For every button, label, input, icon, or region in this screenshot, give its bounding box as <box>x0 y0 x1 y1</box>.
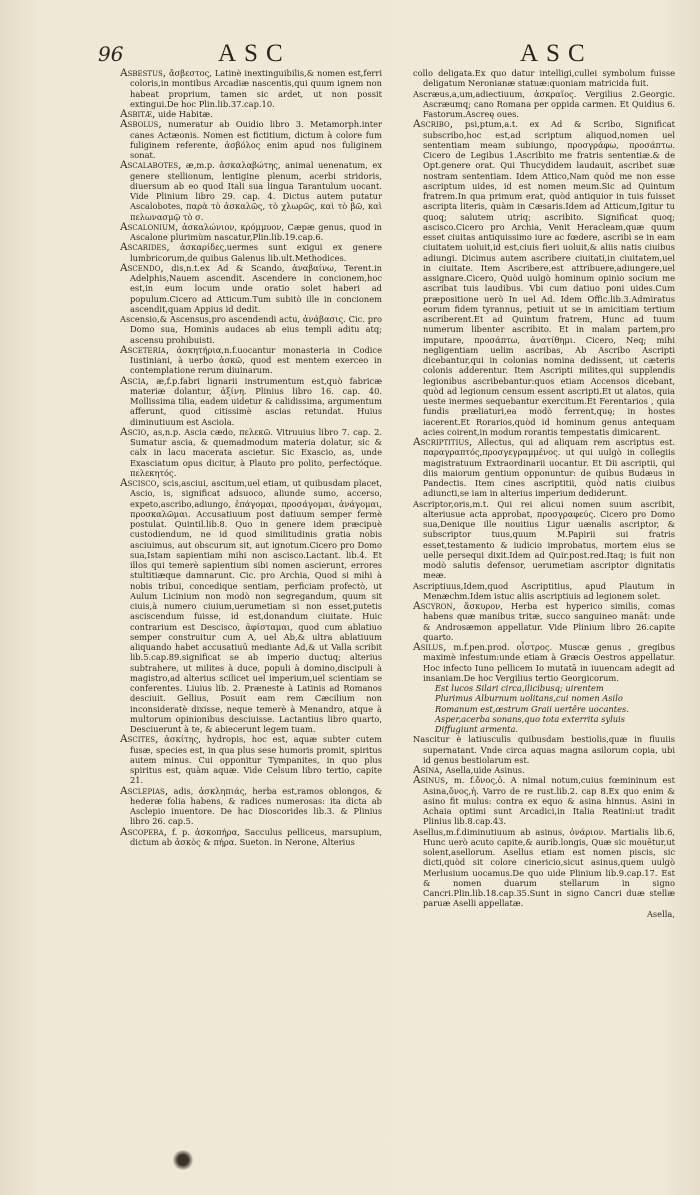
entry-headword: Asclepias, <box>120 784 169 797</box>
ink-blot <box>172 1150 194 1170</box>
entry-text: ἄσκυρον, Herba est hyperico similis, comas habens quæ manibus tritæ, succo sanguineo manāt: unde & Androsæmon appellatur. Vide Plinium libro 26.capite quarto. <box>423 601 675 642</box>
entry-headword: Ascalabotes, <box>120 159 182 172</box>
entry-text: æ,m.p. ἀσκαλαβώτης, animal uenenatum, ex genere stellionum, lentigine plenum, acerbi stridoris, diuersum ab eo quod Itali sua lingua Tarantulum uocant. Vide Plinium libro 29. cap. 4. Dictus autem putatur Ascalobotes, παρὰ τὸ ἀσκαλῶς, τὸ χλωρῶς, καὶ τὸ βῶ, καὶ πελωνασμῷ τὸ σ. <box>130 160 382 222</box>
entry-text: ἀσκαλώνιον, κρόμμυον, Cæpæ genus, quod in Ascalone plurimùm nascatur,Plin.lib.19.cap.6. <box>130 221 382 242</box>
entry-text: Asellus,m.f.diminutiuum ab asinus, ὀνάριον. Martialis lib.6, Hunc uerò acuto capite,& aurib.longis, Quæ sic mouētur,ut solent,asellorum. Asellus etiam est nomen piscis, sic dicti,quòd sit colore cinericio,sicut asinus,quem uulgò Merlusium uocamus.De quo uide Plinium lib.9.cap.17. Est & nomen duarum stellarum in signo Cancri.Plin.lib.18.cap.35.Sunt in signo Cancri duæ stellæ paruæ Aselli appellatæ. <box>413 826 675 909</box>
entry-headword: Ascites, <box>120 733 159 746</box>
entry-text: m. f.ὄνος,ὁ. A nimal notum,cuius fœmininum est Asina,ὄνος,ἡ. Varro de re rust.lib.2. cap 8.Ex quo enim & asino fit mulus: contra ex equo & asina hinnus. Asini in Achaia optimi sunt Arcadici,in Italia Reatini:ut tradit Plinius lib.8.cap.43. <box>423 775 676 827</box>
entry-text: Asella,uide Asinus. <box>445 765 525 775</box>
entry-headword: Ascyron, <box>413 600 456 612</box>
dictionary-entry <box>413 499 675 581</box>
dictionary-entry <box>120 827 382 848</box>
entry-text: f. p. ἀσκοπήρα, Sacculus pelliceus, marsupium, dictum ab ἀσκὸς & πήρα. Sueton. in Nerone, Alterius <box>130 826 383 847</box>
entry-text: æ,f.p.fabri lignarii instrumentum est,quò fabricæ materiæ dolantur, ἀξίνη. Plinius libro 16. cap. 40. Mollissima tilia, eadem uidetur & calidissima, argumentum afferunt, quod citissimè ascias retundat. Huius diminutiuum est Asciola. <box>130 375 382 427</box>
entry-text: numeratur ab Ouidio libro 3. Metamorph.inter canes Actæonis. Nomen est fictitium, dictum à colore fum fuliginem referente, ἀσβόλος enim apud nos fuliginem sonat. <box>130 119 382 160</box>
dictionary-entry <box>413 68 675 89</box>
dictionary-entry <box>120 734 382 785</box>
entry-headword: Ascopera, <box>120 825 167 838</box>
left-column <box>120 68 382 847</box>
dictionary-entry <box>413 581 675 602</box>
dictionary-entry <box>413 775 675 826</box>
entry-text: psi,ptum,a.t. ex Ad & Scribo, Significat subscribo,hoc est,ad scriptum aliquod,nomen uel sententiam meam subiungo, προσγράφω, προσάπτω. Cicero de Legibus 1.Ascribito me fratris sententiæ.& de Opt.genere orat. Qui Thucydidem laudauit, ascribet suæ nostram sententiam. Idem Attico,Nam quòd me non esse ascriptum uides, id est nomen meum.Sic ad Quintum fratrem.In qua primum erat, quòd antiquior in tuis fuisset ascripta literis, quàm in Cæsaris.Idem ad Atticum,Igitur tu quoq; salutem utriq; ascribito. Significat quoq; ascisco.Cicero pro Archia, Venit Heracleam,quæ quum esset ciuitas antiquissimo iure ac fœdere, ascribi se in eam ciuitatem uoluit,id est,ciuis fieri uoluit,& aliis natis ciuibus adiungi. Dicimus autem ascribere ciuitati,in ciuitatem,uel in ciuitate. Item Ascribere,est attribuere,adiungere,uel assignare.Cicero, Quòd uulgò hominum opinio socium me ascribat tuis laudibus. Vbi cum datiuo poni uides.Cum præpositione uerò In uel Ad. Idem Offic.lib.3.Admiratus eorum fidem tyrannus, petiuit ut se in amicitiam tertium ascriberent.Et ad Quintum fratrem, Hunc ad tuum numerum libenter ascribito. Et in malam partem,pro imputare, προσάπτω, ἀνατίθημι. Cicero, Neq; mihi negligentiam uelim ascribas, Ab Ascribo Ascripti dicebantur,qui in colonias nomina dedissent, ut cæteris colonis adderentur. Item Ascripti milites,qui supplendis legionibus ascribebantur:quos etiam Accensos dicebant, quòd ad legionum censum essent ascripti.Et ut alatos, quia ueste inermes sequebantur exercitum.Et Ferentarios , quia fundis præliaturi,ea modò ferrent,quę; in hostes iacerent.Et Rorarios,quòd id hominum genus antequam acies coirent,in modum rorantis tempestatis dimicarent. <box>423 119 675 437</box>
entry-headword: Asina, <box>413 764 443 776</box>
dictionary-entry <box>120 242 382 263</box>
dictionary-entry <box>120 427 382 478</box>
dictionary-entry <box>413 119 675 437</box>
entry-text: ἀσκαρίδες,uermes sunt exigui ex genere lumbricorum,de quibus Galenus lib.ult.Methodices. <box>130 242 383 263</box>
dictionary-entry <box>120 222 382 243</box>
entry-text: adis, ἀσκληπιάς, herba est,ramos oblongos, & hederæ folia habens, & radices numerosas: ita dicta ab Asclepio inuentore. De hac Dioscorides lib.3. & Plinius libro 26. cap.5. <box>130 785 382 827</box>
entry-headword: Asceteria, <box>120 343 170 356</box>
entry-headword: Asbestus, <box>120 67 167 79</box>
entry-headword: Ascribo, <box>413 118 454 131</box>
dictionary-entry <box>120 478 382 734</box>
entry-text: Ascræus,a,um,adiectiuum, ἀσκραῖος. Vergilius 2.Georgic. Ascræumq; cano Romana per oppida carmen. Et Quidius 6. Fastorum.Ascreę oues. <box>413 88 675 119</box>
entry-text: Ascriptiuus,Idem,quod Ascriptitius, apud Plautum in Menæchm.Idem istuc aliis ascriptiuis ad legionem solet. <box>413 580 675 601</box>
entry-text: Ascriptor,oris,m.t. Qui rei alicui nomen suum ascribit, alteriusue acta approbat, προσγραφεύς. Cicero pro Domo sua,Denique ille nouitius Ligur uænalis ascriptor, & subscriptor tuus,quum M.Papirii sui fratris esset,testamento & iudicio improbatus, mortem eius se uelle persequi dixit.Idem ad Quir.post.red.Itaq; is fuit non modò salutis defensor, uerumetiam ascriptor dignitatis meæ. <box>413 498 675 581</box>
verse-quote <box>413 683 675 734</box>
entry-text: ἄσβεστος, Latinè inextinguibilis,& nomen est,ferri coloris,in montibus Arcadiæ nascentis,qui quum ignem non habeat proprium, tamen sic ardet, ut non possit extingui.De hoc Plin.lib.37.cap.10. <box>130 68 383 109</box>
entry-headword: Asilus, <box>413 641 447 653</box>
entry-headword: Ascarides, <box>120 241 170 254</box>
dictionary-entry <box>413 734 675 765</box>
dictionary-entry <box>120 376 382 427</box>
page-number: 96 <box>98 42 124 66</box>
entry-headword: Ascisco, <box>120 477 160 489</box>
right-column <box>413 68 675 919</box>
entry-text: Ascensio,& Ascensus,pro ascendendi actu, ἀνάβασις. Cic. pro Domo sua, Hominis audaces ab eius templi aditu atq; ascensu prohibuisti. <box>120 314 382 345</box>
running-head-left: ASC <box>218 40 291 67</box>
entry-text: ἀσκίτης, hydropis, hoc est, aquæ subter cutem fusæ, species est, in qua plus sese humoris promit, spiritus autem minus. Cui opponitur Tympanites, in quo plus spiritus est, quàm aquæ. Vide Celsum libro tertio, capite 21. <box>130 734 382 786</box>
dictionary-entry <box>120 314 382 345</box>
entry-text: collo deligata.Ex quo datur intelligi,cullei symbolum fuisse deligatum Neronianæ statuæ:quoniam matricida fuit. <box>413 68 675 89</box>
dictionary-entry <box>120 68 382 109</box>
entry-headword: Ascio, <box>120 425 150 438</box>
entry-headword: Ascendo, <box>120 261 164 274</box>
entry-headword: Ascriptitius, <box>413 436 473 448</box>
running-head-right: ASC <box>520 40 593 67</box>
entry-text: Allectus, qui ad aliquam rem ascriptus est. παραγραπτός,προσγεγραμμένος. ut qui uulgò in collegiis magistratuum Extraordinarii uocantur. Et Dii ascriptii, qui diis maiorum gentium opponuntur: de quibus Budæus in Pandectis. Item cines ascriptitii, quòd natis ciuibus adiuncti,se iam in alterius imperium dediderunt. <box>423 437 675 499</box>
dictionary-entry <box>413 89 675 120</box>
dictionary-entry <box>120 786 382 827</box>
dictionary-entry <box>413 642 675 683</box>
verse-line: Asper,acerba sonans,quo tota exterrita syluis <box>435 713 626 724</box>
entry-text: m.f.pen.prod. οἶστρος. Muscæ genus , gregibus maximè infestum:unde etiam à Græcis Oestros appellatur. Hoc infecto Iuno pellicem Io mutatā in iuuencam adegit ad insaniam.De hoc Vergilius tertio Georgicorum. <box>423 642 675 683</box>
dictionary-entry <box>413 601 675 642</box>
entry-text: Nascitur è latiusculis quibusdam bestiolis,quæ in fluuiis supernatant. Vnde circa aquas magna asilorum copia, ubi id genus bestiolarum est. <box>413 734 675 765</box>
dictionary-entry <box>120 263 382 314</box>
dictionary-entry <box>413 765 675 775</box>
entry-text: as,n.p. Ascia cædo, πελεκῶ. Vitruuius libro 7. cap. 2. Sumatur ascia, & quemadmodum materia dolatur, sic & calx in lacu macerata ascietur. Sic Exascio, as, unde Exasciatum opus dicitur, à Plauto pro polito, perfectóque. πελεκητός. <box>130 426 382 478</box>
dictionary-entry <box>413 437 675 499</box>
entry-text: ἀσκητήρια,n.f.uocantur monasteria in Codice Iustiniani, à uerbo ἀσκῶ, quod est mentem exerceo in contemplatione rerum diuinarum. <box>130 344 382 376</box>
dictionary-entry <box>120 160 382 222</box>
entry-text: dis,n.t.ex Ad & Scando, ἀναβαίνω, Terent.in Adelphis,Nauem ascendit. Ascendere in concionem,hoc est,in eum locum unde oratio solet haberi ad populum.Cicero ad Atticum.Tum subitò ille in concionem ascendit,quam Appius id dedit. <box>130 262 382 314</box>
entry-text: scis,asciui, ascitum,uel etiam, ut quibusdam placet, Ascio, is, significat adsuoco, aliunde sumo, accerso, expeto,ascribo,adiungo, ἐπάγομαι, προσάγομαι, ἀνάγομαι, προσκαλῶμαι. Accusatiuum post datiuum semper fermè postulat. Quintil.lib.8. Quo in genere idem præcipuè custodiendum, ne id quod similitudinis gratia nobis asciuimus, aut obscurum sit, aut ignotum.Cicero pro Domo sua,Istam sapientiam mihi non ascisco.Lactant. lib.4. Et illos qui temerè sapientium sibi nomen ascierunt, errores stultitiæque damnarunt. Cic. pro Archia, Quod si mihi à nobis tribui, concedique sentiam, perficiam profectò, ut Aulum Licinium non modò non segregandum, quum sit ciuis,à numero ciuium,uerumetiam si non esset,putetis asciscendum fuisse, id est,donandum ciuitate. Huic contrarium est Descisco, ἀφίσταμαι, quod cum ablatiuo semper construitur cum A, uel Ab,& ultra ablatiuum aliquando habet accusatiuū mediante Ad,& ut Valla scribit lib.5.cap.89.significat se ab imperio ductuq; alterius subtrahere, ut milites à duce, populi à domino,discipuli à magistro,ad alterius scilicet uel imperium,uel scientiam se conferentes. Liuius lib. 2. Præneste à Latinis ad Romanos desciuit. Gellius, Posuit eam rem Cæcilium non inconsideratè dixisse, neque temerè à Menandro, atque à multorum opinionibus desciuisse. Lactantius libro quarto, Desciuerunt à te, & abiecerunt legem tuam. <box>130 478 382 734</box>
catchword: Asella, <box>646 908 675 919</box>
entry-headword: Asinus, <box>413 774 449 787</box>
verse-line: Diffugiunt armenta. <box>435 724 519 734</box>
entry-headword: Asbitæ, <box>120 108 156 120</box>
dictionary-entry <box>120 345 382 376</box>
verse-line: Romanum est,œstrum Graii uertêre uocantes. <box>435 703 629 714</box>
entry-headword: Asbolus, <box>120 118 162 131</box>
verse-line: Est lucos Silari circa,ilicibusq; uirentem <box>435 683 604 693</box>
entry-headword: Ascalonium, <box>120 220 179 233</box>
dictionary-entry <box>120 119 382 160</box>
verse-line: Plurimus Alburnum uolitans,cui nomen Asilo <box>435 693 623 704</box>
entry-text: uide Habitæ. <box>157 109 213 119</box>
entry-headword: Ascia, <box>120 374 149 387</box>
dictionary-entry <box>413 827 675 909</box>
